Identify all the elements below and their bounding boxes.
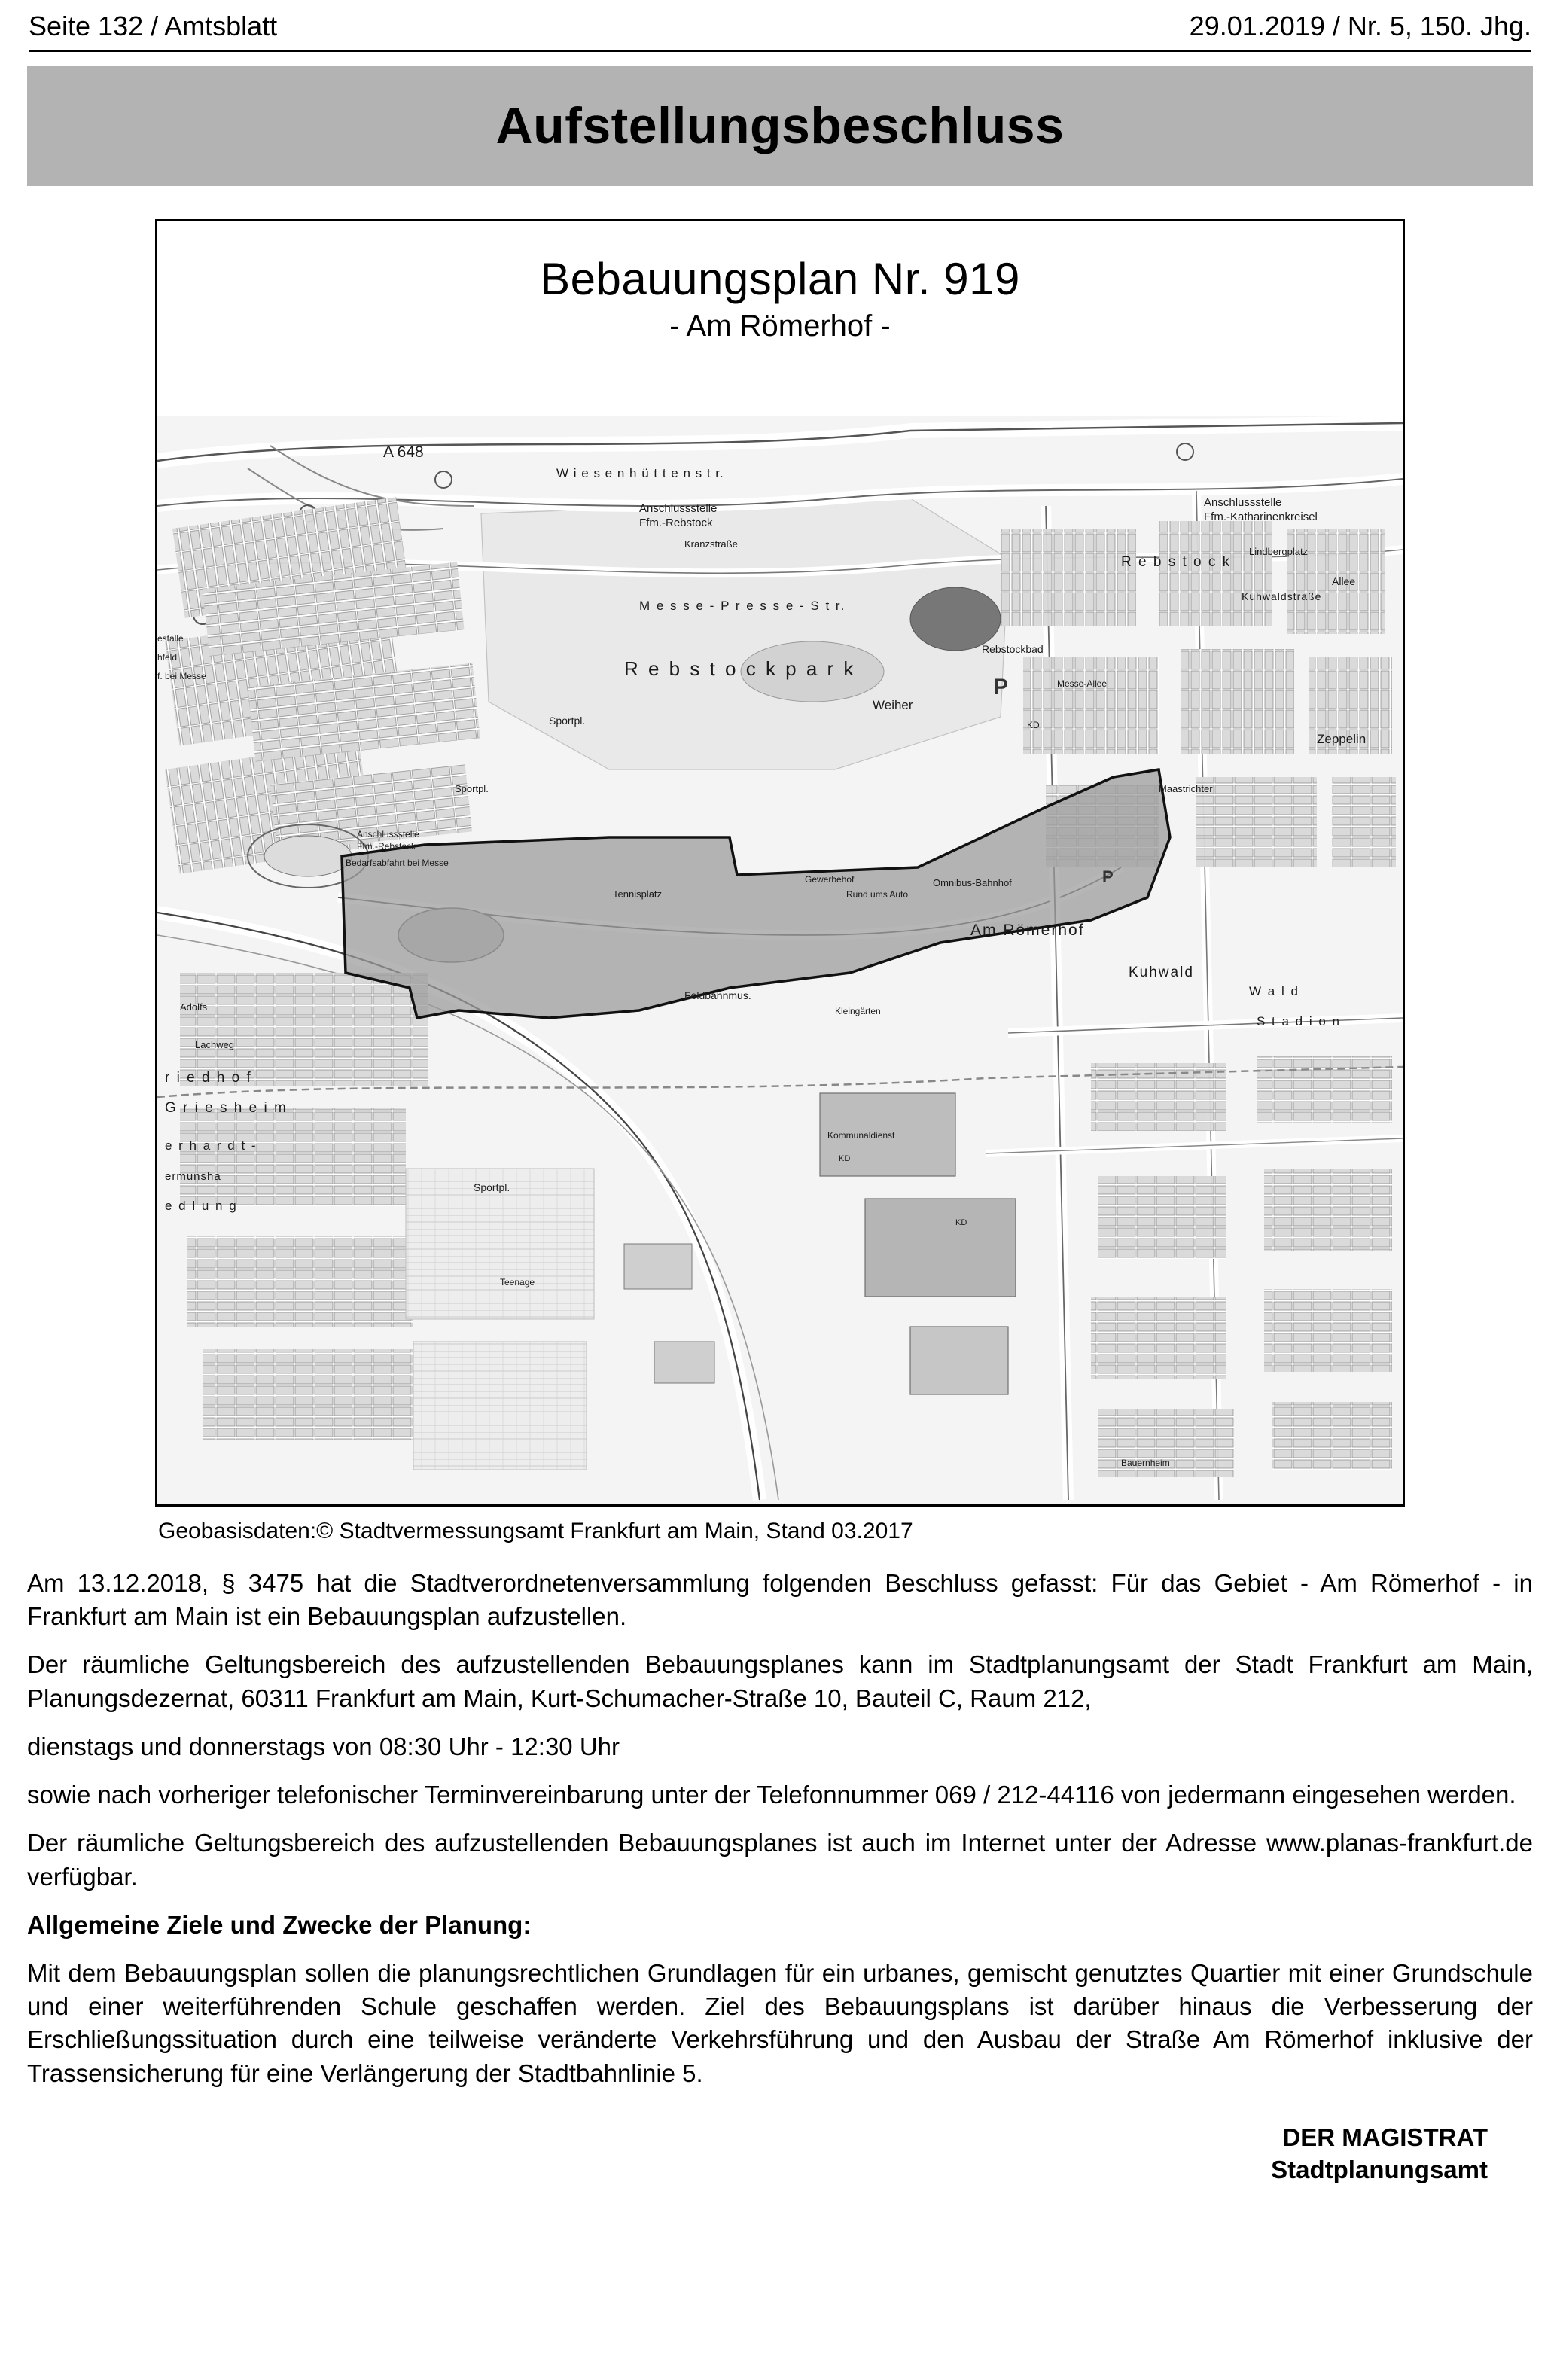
svg-text:Bedarfsabfahrt bei Messe: Bedarfsabfahrt bei Messe bbox=[346, 858, 449, 868]
paragraph-1: Am 13.12.2018, § 3475 hat die Stadtverordnetenversammlung folgenden Beschluss gefasst: Für das Gebiet - Am Römerhof - in Frankfurt am Main ist ein Bebauungsplan aufzustellen. bbox=[27, 1569, 1533, 1631]
svg-text:Zeppelin: Zeppelin bbox=[1317, 732, 1367, 746]
svg-text:r i e d h o f: r i e d h o f bbox=[165, 1070, 252, 1086]
svg-text:Bauernheim: Bauernheim bbox=[1121, 1458, 1170, 1468]
svg-text:Feldbahnmus.: Feldbahnmus. bbox=[684, 989, 751, 1001]
svg-text:Lachweg: Lachweg bbox=[195, 1039, 235, 1050]
svg-text:e r h a r d t -: e r h a r d t - bbox=[165, 1138, 257, 1153]
svg-text:Anschlussstelle: Anschlussstelle bbox=[357, 829, 419, 840]
body-text bbox=[27, 1567, 1533, 2090]
running-head bbox=[29, 0, 1531, 52]
map-title-line2: - Am Römerhof - bbox=[669, 309, 891, 343]
running-head-left: Seite 132 / Amtsblatt bbox=[29, 11, 278, 41]
svg-text:A 648: A 648 bbox=[383, 443, 424, 461]
svg-text:W a l d: W a l d bbox=[1249, 984, 1299, 998]
svg-text:P: P bbox=[1102, 867, 1114, 886]
signature-line1: DER MAGISTRAT bbox=[1282, 2122, 1488, 2151]
paragraph-7: Mit dem Bebauungsplan sollen die planungsrechtlichen Grundlagen für ein urbanes, gemischt genutztes Quartier mit einer Grundschule und einer weiterführenden Schule geschaffen werden. Ziel des Bebauungsplans ist darüber hinaus die Verbesserung der Erschließungssituation durch eine teilweise veränderte Verkehrsführung und den Ausbau der Straße Am Römerhof inklusive der Trassensicherung für eine Verlängerung der Stadtbahnlinie 5. bbox=[27, 1958, 1533, 2087]
title-banner bbox=[27, 66, 1533, 186]
svg-text:Kuhwaldstraße: Kuhwaldstraße bbox=[1242, 590, 1322, 602]
map-canvas bbox=[157, 416, 1403, 1506]
svg-text:KD: KD bbox=[839, 1154, 851, 1163]
svg-text:Ffm.-Rebstock: Ffm.-Rebstock bbox=[639, 517, 713, 529]
svg-text:Lindbergplatz: Lindbergplatz bbox=[1249, 546, 1309, 557]
svg-text:Kommunaldienst: Kommunaldienst bbox=[827, 1130, 895, 1141]
svg-text:S t a d i o n: S t a d i o n bbox=[1257, 1014, 1341, 1028]
svg-text:Am Römerhof: Am Römerhof bbox=[970, 922, 1085, 939]
svg-text:Allee: Allee bbox=[1332, 575, 1356, 587]
svg-text:Teenage: Teenage bbox=[500, 1277, 535, 1288]
svg-text:Kleingärten: Kleingärten bbox=[835, 1006, 881, 1016]
svg-text:R e b s t o c k p a r k: R e b s t o c k p a r k bbox=[624, 657, 856, 680]
page-title: Aufstellungsbeschluss bbox=[495, 97, 1065, 154]
map-credit: Geobasisdaten:© Stadtvermessungsamt Frankfurt am Main, Stand 03.2017 bbox=[158, 1519, 913, 1543]
svg-text:Anschlussstelle: Anschlussstelle bbox=[1204, 496, 1282, 509]
svg-text:e d l u n g: e d l u n g bbox=[165, 1199, 238, 1213]
paragraph-5: Der räumliche Geltungsbereich des aufzustellenden Bebauungsplanes ist auch im Internet unter der Adresse www.planas-frankfurt.de verfügbar. bbox=[27, 1829, 1533, 1891]
svg-text:R e b s t o c k: R e b s t o c k bbox=[1121, 554, 1232, 570]
svg-text:hfeld: hfeld bbox=[157, 652, 178, 663]
svg-text:Anschlussstelle: Anschlussstelle bbox=[639, 502, 718, 515]
svg-text:M e s s e - P r e s s e -: M e s s e - P r e s s e - S t r. bbox=[639, 599, 846, 613]
svg-text:KD: KD bbox=[955, 1218, 967, 1227]
svg-text:Rebstockbad: Rebstockbad bbox=[982, 643, 1044, 655]
paragraph-4: sowie nach vorheriger telefonischer Terminvereinbarung unter der Telefonnummer 069 / 212-44116 von jedermann eingesehen werden. bbox=[27, 1781, 1516, 1809]
svg-text:W i e s e n h ü t t e n s t r.: W i e s e n h ü t t e n s t r. bbox=[556, 466, 724, 480]
svg-text:Omnibus-Bahnhof: Omnibus-Bahnhof bbox=[933, 877, 1012, 888]
svg-text:Messe-Allee: Messe-Allee bbox=[1057, 678, 1108, 689]
paragraph-heading-goals: Allgemeine Ziele und Zwecke der Planung: bbox=[27, 1910, 532, 1939]
svg-text:Ffm.-Katharinenkreisel: Ffm.-Katharinenkreisel bbox=[1204, 510, 1318, 523]
svg-text:Kuhwald: Kuhwald bbox=[1129, 964, 1194, 980]
svg-text:ermunsha: ermunsha bbox=[165, 1170, 221, 1183]
map-title-line1: Bebauungsplan Nr. 919 bbox=[540, 254, 1020, 304]
running-head-right: 29.01.2019 / Nr. 5, 150. Jhg. bbox=[1189, 11, 1531, 41]
map-frame bbox=[155, 219, 1405, 1507]
svg-text:G r i e s h e i m: G r i e s h e i m bbox=[165, 1100, 288, 1116]
svg-text:estalle: estalle bbox=[157, 633, 184, 644]
svg-text:Weiher: Weiher bbox=[873, 698, 913, 712]
map-figure bbox=[27, 219, 1533, 1544]
signature-block bbox=[27, 2122, 1533, 2186]
map-title bbox=[157, 253, 1403, 343]
svg-text:Sportpl.: Sportpl. bbox=[455, 783, 489, 794]
map-drawing bbox=[157, 416, 1403, 1506]
svg-text:Kranzstraße: Kranzstraße bbox=[684, 538, 738, 550]
svg-text:Maastrichter: Maastrichter bbox=[1159, 783, 1213, 794]
paragraph-2: Der räumliche Geltungsbereich des aufzustellenden Bebauungsplanes kann im Stadtplanungsamt der Stadt Frankfurt am Main, Planungsdezernat, 60311 Frankfurt am Main, Kurt-Schumacher-Straße 10, Bauteil C, Raum 212, bbox=[27, 1650, 1533, 1712]
svg-text:Gewerbehof: Gewerbehof bbox=[805, 874, 855, 885]
svg-text:KD: KD bbox=[1027, 720, 1040, 730]
svg-text:Ffm.-Rebstock: Ffm.-Rebstock bbox=[357, 841, 416, 852]
svg-text:P: P bbox=[993, 675, 1009, 699]
svg-text:Tennisplatz: Tennisplatz bbox=[613, 888, 663, 900]
svg-text:Sportpl.: Sportpl. bbox=[474, 1181, 510, 1193]
paragraph-3: dienstags und donnerstags von 08:30 Uhr - 12:30 Uhr bbox=[27, 1732, 620, 1760]
svg-text:Rund ums Auto: Rund ums Auto bbox=[846, 889, 909, 900]
signature-line2: Stadtplanungsamt bbox=[1271, 2155, 1488, 2183]
svg-text:f. bei Messe: f. bei Messe bbox=[157, 671, 206, 681]
svg-text:Adolfs: Adolfs bbox=[180, 1001, 208, 1013]
svg-text:Sportpl.: Sportpl. bbox=[549, 715, 586, 727]
